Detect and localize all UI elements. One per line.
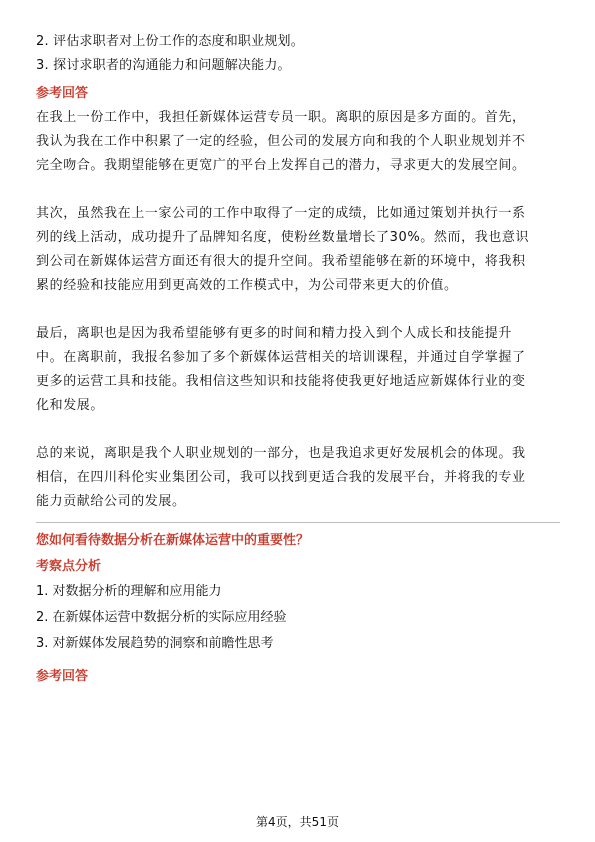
- question-title: 您如何看待数据分析在新媒体运营中的重要性？: [36, 533, 310, 548]
- paragraph-line: 相信，在四川科伦实业集团公司，我可以找到更适合我的发展平台，并将我的专业: [36, 470, 526, 485]
- list-item: 3. 对新媒体发展趋势的洞察和前瞻性思考: [36, 636, 274, 651]
- paragraph-line: 总的来说，离职是我个人职业规划的一部分，也是我追求更好发展机会的体现。我: [36, 446, 526, 461]
- paragraph-line: 其次，虽然我在上一家公司的工作中取得了一定的成绩，比如通过策划并执行一系: [36, 206, 526, 221]
- paragraph-line: 化和发展。: [36, 398, 105, 413]
- paragraph-line: 最后，离职也是因为我希望能够有更多的时间和精力投入到个人成长和技能提升: [36, 326, 513, 341]
- paragraph-line: 列的线上活动，成功提升了品牌知名度，使粉丝数量增长了30%。然而，我也意识: [36, 230, 530, 245]
- list-item: 1. 对数据分析的理解和应用能力: [36, 584, 222, 599]
- paragraph-line: 到公司在新媒体运营方面还有很大的提升空间。我希望能够在新的环境中，将我积: [36, 254, 526, 269]
- paragraph-line: 更多的运营工具和技能。我相信这些知识和技能将使我更好地适应新媒体行业的变: [36, 374, 526, 389]
- answer-paragraph-4: [36, 442, 560, 514]
- paragraph-line: 完全吻合。我期望能够在更宽广的平台上发挥自己的潜力，寻求更大的发展空间。: [36, 158, 526, 173]
- answer-paragraph-3: [36, 322, 560, 418]
- answer-heading: 参考回答: [36, 669, 89, 684]
- analysis-heading: 考察点分析: [36, 559, 102, 574]
- paragraph-line: 累的经验和技能应用到更高效的工作模式中，为公司带来更大的价值。: [36, 278, 458, 293]
- paragraph-line: 在我上一份工作中，我担任新媒体运营专员一职。离职的原因是多方面的。首先，: [36, 110, 526, 125]
- page-content: [36, 30, 560, 689]
- list-item: 2. 评估求职者对上份工作的态度和职业规划。: [36, 34, 304, 49]
- paragraph-line: 能力贡献给公司的发展。: [36, 494, 186, 509]
- list-item: 2. 在新媒体运营中数据分析的实际应用经验: [36, 610, 287, 625]
- page-footer: 第4页，共51页: [256, 815, 339, 829]
- answer-heading: 参考回答: [36, 86, 89, 101]
- section-divider: [36, 522, 560, 523]
- paragraph-line: 中。在离职前，我报名参加了多个新媒体运营相关的培训课程，并通过自学掌握了: [36, 350, 526, 365]
- list-item: 3. 探讨求职者的沟通能力和问题解决能力。: [36, 58, 291, 73]
- answer-paragraph-2: [36, 202, 560, 298]
- paragraph-line: 我认为我在工作中积累了一定的经验，但公司的发展方向和我的个人职业规划并不: [36, 134, 526, 149]
- answer-paragraph-1: [36, 106, 560, 178]
